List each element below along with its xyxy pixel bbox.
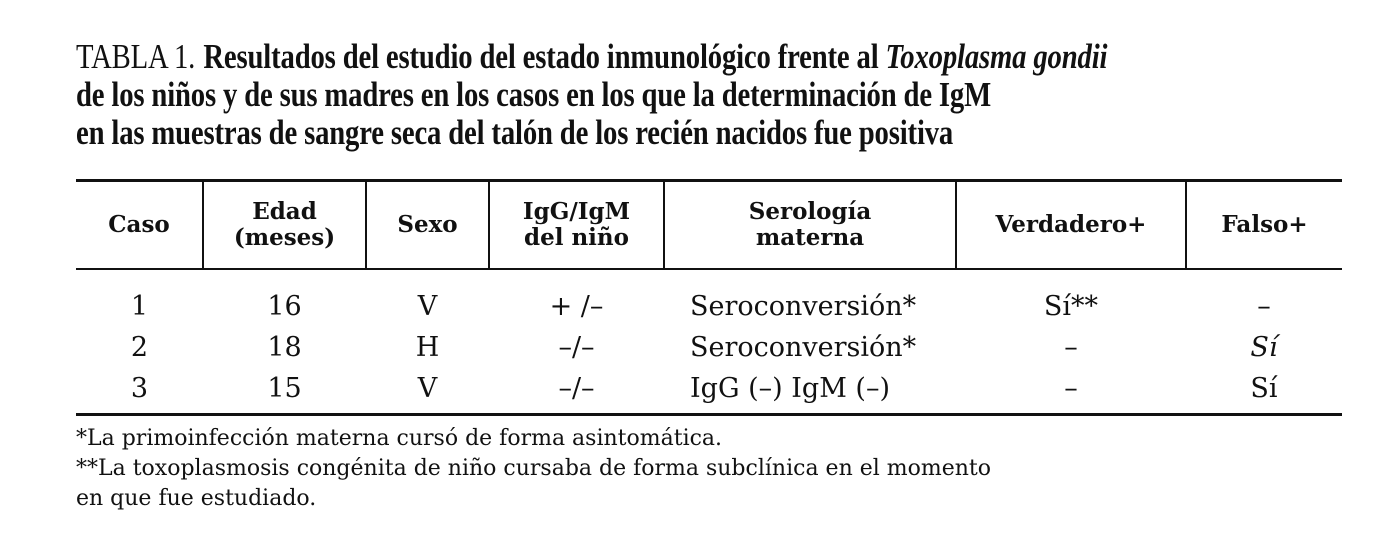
caption-text-1: Resultados del estudio del estado inmunológico frente al [203,37,879,76]
cell-sexo: H [415,332,440,363]
caption-organism: Toxoplasma gondii [885,37,1108,76]
cell-igg-igm: –/– [558,332,595,363]
cell-serologia: Seroconversión* [690,332,917,363]
cell-edad: 18 [267,332,302,363]
header-verdadero: Verdadero+ [956,181,1186,270]
cell-falso: – [1257,291,1271,322]
header-serologia: Serología materna [664,181,956,270]
header-row [76,181,1342,270]
table-row [76,368,1342,415]
header-caso: Caso [76,181,203,270]
footnote-2-continued: en que fue estudiado. [76,486,317,511]
cell-verdadero: – [1064,332,1078,363]
cell-edad: 15 [203,368,366,415]
cell-sexo: V [417,291,438,322]
cell-igg-igm: + /– [549,291,604,322]
table-row [76,269,1342,327]
header-falso: Falso+ [1186,181,1342,270]
caption-line-1 [76,38,1343,76]
cell-edad: 16 [267,291,302,322]
footnote-1: *La primoinfección materna cursó de forma asintomática. [76,426,723,451]
cell-igg-igm: –/– [489,368,664,415]
footnote-2: **La toxoplasmosis congénita de niño cursaba de forma subclínica en el momento [76,456,992,481]
header-sexo: Sexo [366,181,489,270]
caption-line-3: en las muestras de sangre seca del talón de los recién nacidos fue positiva [76,113,954,152]
cell-verdadero: – [956,368,1186,415]
cell-sexo: V [366,368,489,415]
header-edad: Edad (meses) [203,181,366,270]
document [76,37,1342,511]
caption-line-2: de los niños y de sus madres en los casos en los que la determinación de IgM [76,75,992,114]
table-label: TABLA 1. [76,37,196,76]
table-caption [76,38,1343,152]
cell-caso: 1 [130,291,149,322]
footnotes [76,424,991,514]
header-igg-igm: IgG/IgM del niño [489,181,664,270]
cell-caso: 2 [130,332,149,363]
cell-serologia: IgG (–) IgM (–) [664,368,956,415]
cell-falso: Sí [1186,368,1342,415]
cell-serologia: Seroconversión* [690,291,917,322]
table-row [76,327,1342,368]
cell-caso: 3 [76,368,203,415]
results-table [76,179,1342,416]
cell-verdadero: Sí** [1043,291,1099,322]
cell-falso: Sí [1250,332,1278,363]
